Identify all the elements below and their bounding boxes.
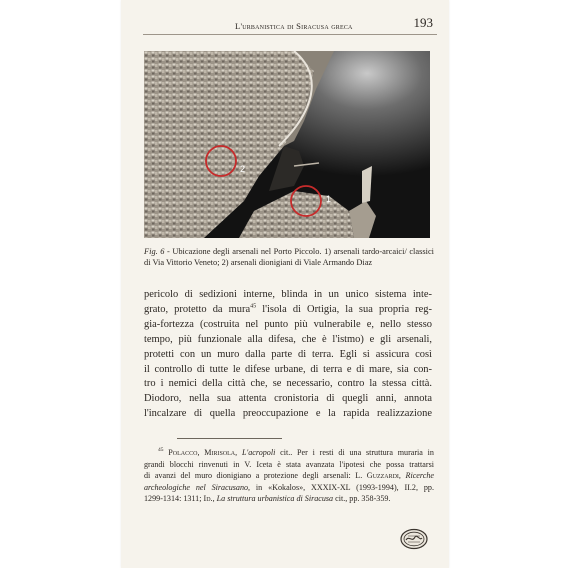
footnote xyxy=(144,447,434,505)
publisher-logo-icon xyxy=(400,528,428,550)
running-head xyxy=(143,13,437,35)
footnote-line: di avanzi del muro dionigiano a protezione degli arsenali: L. Guzzardi, Ricerche xyxy=(144,471,434,480)
marker-label-1: 1 xyxy=(326,194,332,204)
aerial-photo-image xyxy=(144,51,430,238)
marker-label-2: 2 xyxy=(240,164,246,174)
body-line: gia-fortezza (costruita nel punto più vulnerabile e, nello stesso xyxy=(144,318,432,330)
body-line: pericolo di sedizioni interne, blinda in un unico sistema inte- xyxy=(144,289,432,300)
body-paragraph xyxy=(144,288,432,422)
body-line: tro i nemici della città che, se necessario, contro la stessa città. xyxy=(144,378,432,390)
footnote-line: $^{45}$ Polacco, Mirisola, L'acropoli cit.. Per i resti di una struttura muraria in xyxy=(158,447,434,457)
footnote-number: 45 xyxy=(158,447,164,454)
footnote-line: grandi blocchi rinvenuti in V. Iceta è stata avanzata l'ipotesi che possa trattarsi xyxy=(144,459,434,469)
body-line: l'incalzare di quella preoccupazione e la rapida realizzazione xyxy=(144,408,432,420)
book-page xyxy=(121,0,449,568)
body-line: il controllo di tutte le difese urbane, di terra e di mare, sia con- xyxy=(144,363,432,375)
body-line: protetti con un muro dalla parte di terra. Egli si assicura così xyxy=(144,348,432,360)
running-head-title: L'urbanistica di Siracusa greca xyxy=(235,21,353,31)
page-number: 193 xyxy=(413,15,433,30)
footnote-line: 1299-1314: 1311; Id., La struttura urbanistica di Siracusa cit., pp. 358-359. xyxy=(144,494,391,503)
body-line: grato, protetto da mura$^{45}$ l'isola di Ortigia, la sua propria reg- xyxy=(144,303,432,315)
footnote-divider xyxy=(177,438,282,439)
body-line: tempo, più funzionale alla difesa, che è l'istmo) e gli arsenali, xyxy=(144,333,432,345)
footnote-line: archeologiche nel Siracusano, in «Kokalos», XXXIX-XL (1993-1994), II.2, pp. xyxy=(144,482,434,492)
aerial-photo xyxy=(144,51,430,238)
note-reference: 45 xyxy=(250,303,257,310)
body-line: Diodoro, nella sua attenta cronistoria di quegli anni, annota xyxy=(144,393,432,405)
figure-caption-text: - Ubicazione degli arsenali nel Porto Piccolo. 1) arsenali tardo-arcaici/ classici di Via Vittorio Veneto; 2) arsenali dionigiani di Viale Armando Diaz xyxy=(144,247,434,268)
figure-label: Fig. 6 xyxy=(144,247,165,256)
figure-caption xyxy=(144,246,434,269)
